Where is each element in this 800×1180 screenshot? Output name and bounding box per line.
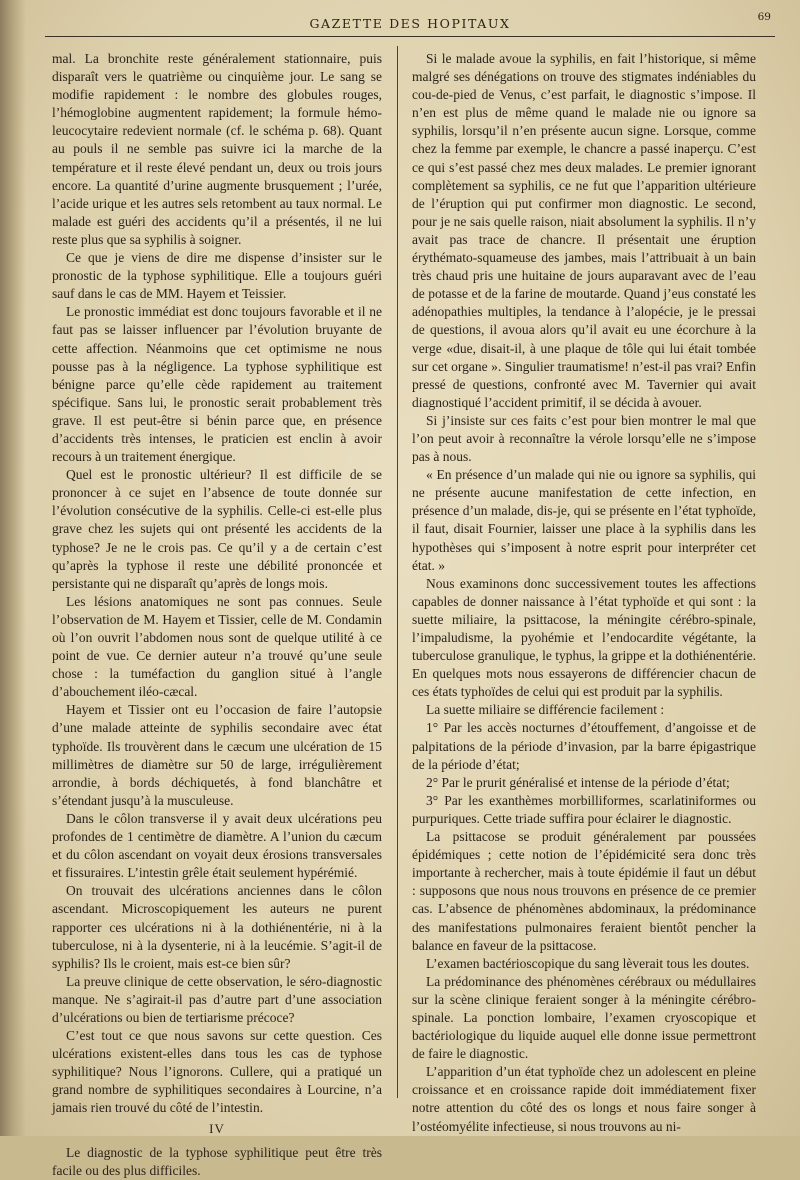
paragraph: La prédominance des phénomènes cérébraux ou médullaires sur la scène clinique feraient songer à la méningite cérébro-spinale. La ponction lombaire, l’examen cryoscopique et bactériologique du liquide auquel elle donne issue permettront de faire le diagnostic. (412, 973, 756, 1062)
column-divider (397, 46, 398, 1098)
paragraph: C’est tout ce que nous savons sur cette question. Ces ulcérations existent-elles dans tous les cas de typhose syphilitique? Nous l’ignorons. Cullere, qui a pratiqué un grand nombre de syphilitiques secondaires à Lourcine, n’a jamais rien trouvé du côté de l’intestin. (52, 1028, 382, 1116)
right-column (412, 50, 756, 1136)
page-number: 69 (757, 11, 771, 23)
publication-title: GAZETTE DES HOPITAUX (309, 16, 511, 31)
paragraph: La suette miliaire se différencie facilement : (426, 702, 665, 718)
list-item: 3° Par les exanthèmes morbilliformes, scarlatiniformes ou purpuriques. Cette triade suffira pour éclairer le diagnostic. (412, 792, 756, 826)
section-heading: IV (209, 1120, 225, 1136)
paragraph: mal. La bronchite reste généralement stationnaire, puis disparaît vers le quatrième ou cinquième jour. Le sang se modifie rapidement : le nombre des globules rouges, l’hémoglobine augmentent rapidement; la formule hémo-leucocytaire redevient normale (cf. le schéma p. 68). Quant au pouls il ne semble pas suivre ici la marche de la température et il reste élevé pendant un, deux ou trois jours encore. La quantité d’urine augmente brusquement ; l’urée, l’acide urique et les autres sels retombent au taux normal. Le malade est guéri des accidents qu’il a présentés, il ne lui reste plus que sa syphilis à soigner. (52, 51, 382, 247)
page-header (45, 11, 775, 37)
paragraph: La psittacose se produit généralement par poussées épidémiques ; cette notion de l’épidémicité sera donc très importante à rechercher, mais à toute épidémie il faut un début : supposons que nous nous trouvons en présence de ce premier cas. L’absence de phénomènes abdominaux, la prédominance des manifestations pulmonaires feraient bientôt pencher la balance en faveur de la psittacose. (412, 829, 756, 953)
paragraph: Le diagnostic de la typhose syphilitique peut être très facile ou des plus difficiles. (52, 1144, 382, 1178)
paragraph: Si j’insiste sur ces faits c’est pour bien montrer le mal que l’on peut avoir à reconnaître la vérole lorsqu’elle ne s’impose pas à nous. (412, 412, 756, 465)
paragraph: Le pronostic immédiat est donc toujours favorable et il ne faut pas se laisser influencer par l’évolution bruyante de cette affection. Néanmoins que cet optimisme ne nous pousse pas à la négligence. La typhose syphilitique est bénigne parce qu’elle cède rapidement au traitement spécifique. Sans lui, le pronostic serait probablement très grave. Il est peut-être si bénin parce que, en présence d’accidents très intenses, le praticien est enclin à avoir recours à un traitement énergique. (52, 304, 382, 465)
list-item: 1° Par les accès nocturnes d’étouffement, d’angoisse et de palpitations de la période d’invasion, par la barre épigastrique de la période d’état; (412, 720, 756, 772)
paragraph: La preuve clinique de cette observation, le séro-diagnostic manque. Ne s’agirait-il pas d’autre part d’une association d’ulcérations ou bien de tertiarisme précoce? (52, 973, 382, 1025)
paragraph: On trouvait des ulcérations anciennes dans le côlon ascendant. Microscopiquement les auteurs ne purent rapporter ces ulcérations ni à la dothiénentérie, ni à la tuberculose, ni à la dysenterie, ni à la leucémie. S’agit-il de syphilis? Ils le croient, mais est-ce bien sûr? (52, 883, 382, 971)
paragraph: Nous examinons donc successivement toutes les affections capables de donner naissance à l’état typhoïde et qui sont : la suette miliaire, la psittacose, la méningite cérébro-spinale, l’impaludisme, la pyohémie et l’endocardite végétante, la tuberculose granulique, le typhus, la grippe et la dothiénentérie. En quelques mots nous essayerons de différencier chacun de ces états typhoïdes de celui qui est produit par la syphilis. (412, 575, 756, 700)
paragraph: Si le malade avoue la syphilis, en fait l’historique, si même malgré ses dénégations on trouve des stigmates indéniables du cou-de-pied de Venus, c’est parfait, le diagnostic s’impose. Il n’en est plus de même quand le malade nie ou ignore sa syphilis, lorsqu’il n’en présente aucun signe. Lorsque, comme chez la femme par exemple, le chancre a passé inaperçu. C’est ce qui s’est passé chez mes deux malades. Le premier ignorant complètement sa syphilis, ce ne fut que l’apparition ultérieure de l’éruption qui put confirmer mon diagnostic. Le second, pour je ne sais quelle raison, niait absolument la syphilis. Il n’y avait pas trace de chancre. Il présentait une éruption érythémato-squameuse des jambes, mais l’attribuait à un bain très chaud pris une huitaine de jours auparavant avec de l’eau de potasse et de la farine de moutarde. Quand j’eus constaté les adénopathies multiples, la tendance à l’alopécie, je le pressai de questions, il avoua alors qu’il avait eu une écorchure à la verge «due, disait-il, à une plaque de tôle qui lui était tombée sur cet organe ». Singulier traumatisme! n’est-il pas vrai? Enfin pressé de questions, confronté avec M. Tavernier qui avait diagnostiqué l’accident primitif, il se décida à avouer. (412, 51, 756, 410)
paragraph: Ce que je viens de dire me dispense d’insister sur le pronostic de la typhose syphilitique. Elle a toujours guéri sauf dans le cas de MM. Hayem et Teissier. (52, 250, 382, 302)
paragraph: Dans le côlon transverse il y avait deux ulcérations peu profondes de 1 centimètre de diamètre. A l’union du cæcum et du côlon ascendant on voyait deux érosions transversales et fissuraires. L’intestin grêle était seulement hypérémié. (52, 810, 382, 881)
paragraph: Hayem et Tissier ont eu l’occasion de faire l’autopsie d’une malade atteinte de syphilis secondaire avec état typhoïde. Ils trouvèrent dans le cæcum une ulcération de 15 millimètres de diamètre sur 50 de large, irrégulièrement arrondie, à bords déchiquetés, à fond blanchâtre et s’étendant jusqu’à la musculeuse. (52, 702, 382, 808)
paragraph: Les lésions anatomiques ne sont pas connues. Seule l’observation de M. Hayem et Tissier, celle de M. Condamin où l’on ouvrit l’abdomen nous sont de quelque utilité à ce point de vue. Ce dernier auteur n’a trouvé qu’une seule chose : la tuméfaction du ganglion situé à l’angle d’abouchement iléo-cæcal. (52, 593, 382, 700)
paragraph: L’examen bactérioscopique du sang lèverait tous les doutes. (426, 955, 750, 971)
list-item: 2° Par le prurit généralisé et intense de la période d’état; (426, 774, 730, 790)
page-binding-edge (0, 0, 26, 1136)
left-column (52, 50, 382, 1180)
paragraph: Quel est le pronostic ultérieur? Il est difficile de se prononcer à ce sujet en l’absence de toute donnée sur l’évolution consécutive de la syphilis. Celle-ci est-elle plus grave chez les sujets qui ont présenté les accidents de la typhose? Je ne le crois pas. Ce qu’il y a de certain c’est qu’après la typhose il reste une débilité prononcée et persistante qui ne disparaît qu’après de longs mois. (52, 467, 382, 591)
paragraph: L’apparition d’un état typhoïde chez un adolescent en pleine croissance et en croissance rapide doit immédiatement fixer notre attention du côté des os longs et nous faire songer à l’ostéomyélite infectieuse, si nous trouvons au ni- (412, 1064, 756, 1134)
quotation-paragraph: « En présence d’un malade qui nie ou ignore sa syphilis, qui ne présente aucune manifestation de cette infection, en présence d’un malade, dis-je, qui se présente en l’état typhoïde, il faut, disait Fournier, laisser une place à la syphilis dans les hypothèses qui s’imposent à notre esprit pour interpréter cet état. » (412, 467, 756, 573)
